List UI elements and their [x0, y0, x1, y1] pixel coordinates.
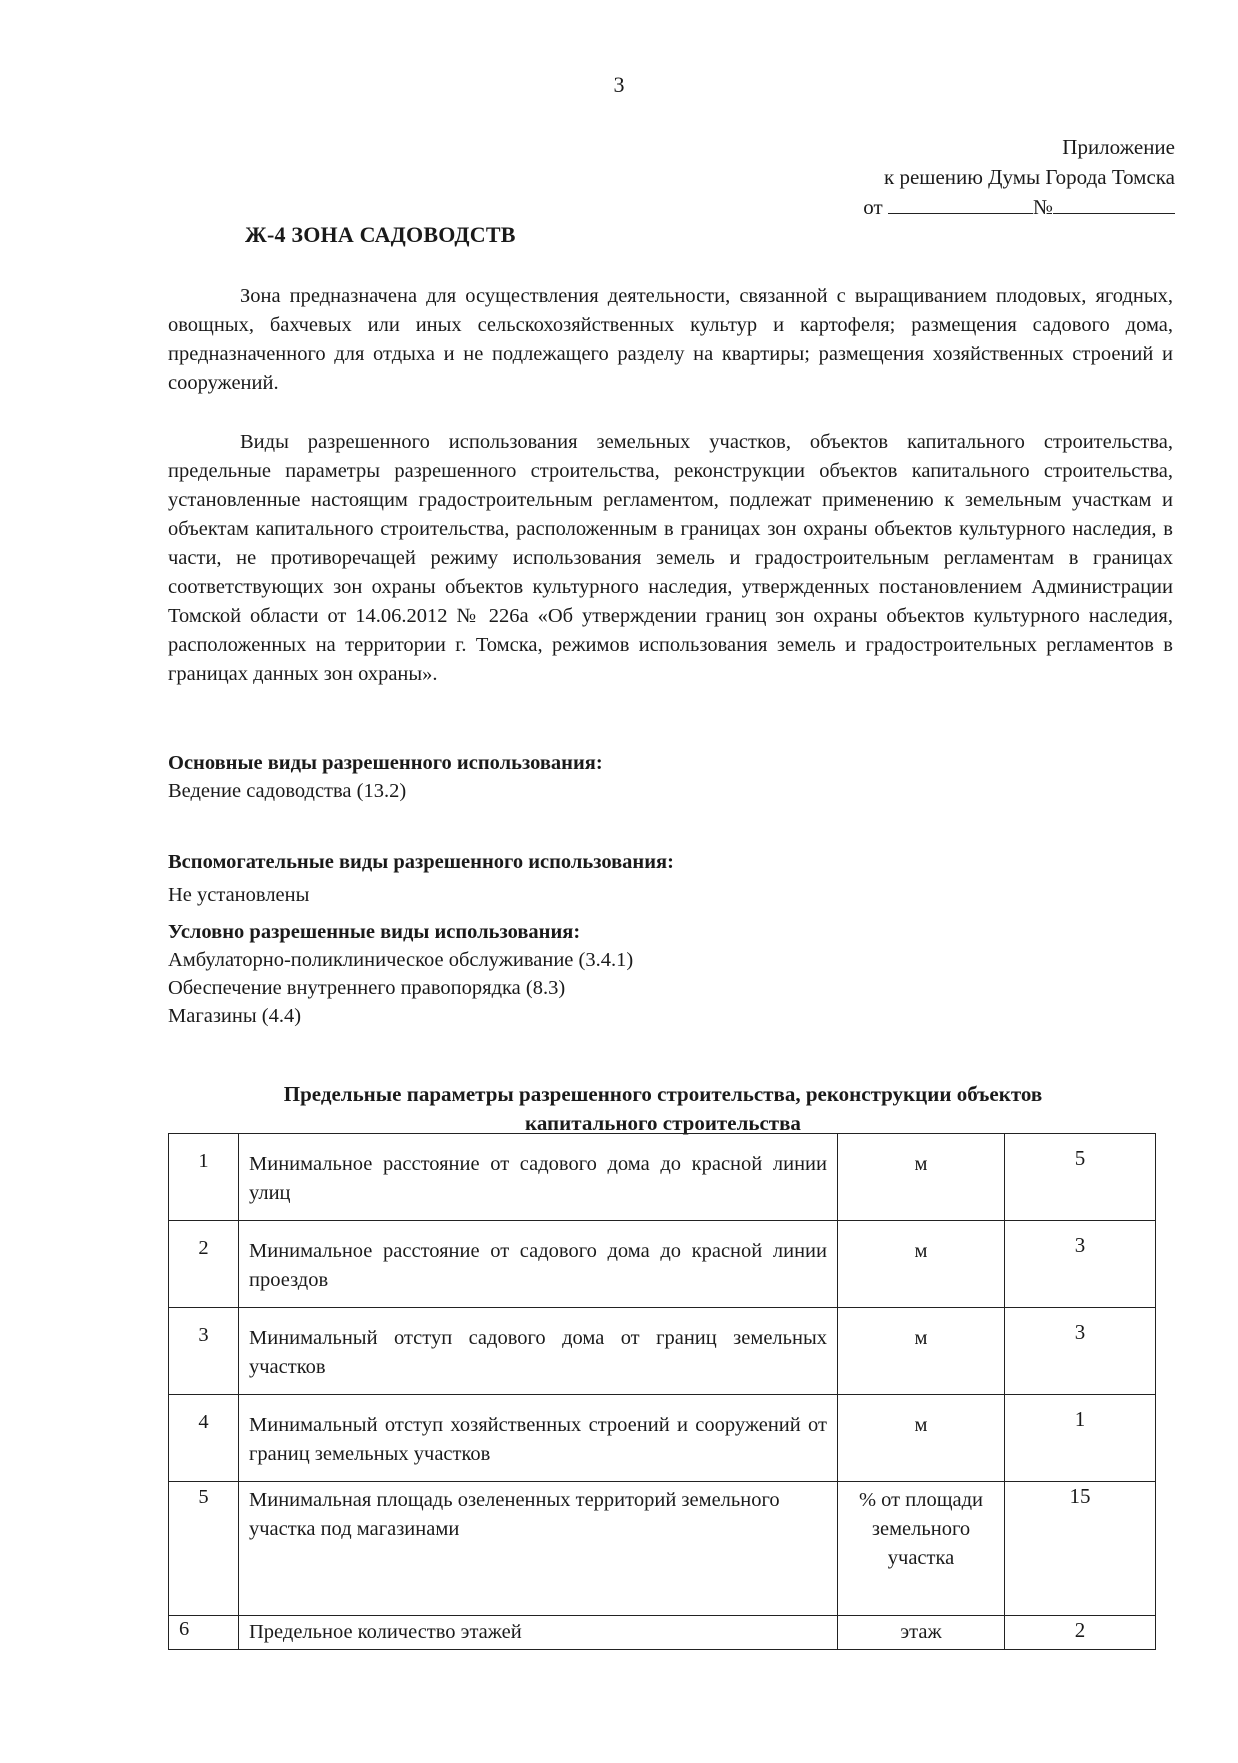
row-value: 15: [1005, 1482, 1156, 1616]
row-number: 6: [169, 1616, 239, 1650]
number-blank: [1053, 193, 1175, 214]
row-value: 3: [1005, 1308, 1156, 1395]
zone-description: Зона предназначена для осуществления деятельности, связанной с выращиванием плодовых, ягодных, овощных, бахчевых или иных сельскохозяйственных культур и картофеля; размещения садового дома, предназначенного для отдыха и не подлежащего разделу на квартиры; размещения хозяйственных строений и сооружений.: [168, 285, 1173, 394]
appendix-header: [863, 132, 1175, 222]
appendix-line-3: [863, 192, 1175, 222]
regulation-paragraph: Виды разрешенного использования земельных участков, объектов капитального строительства, предельные параметры разрешенного строительства, реконструкции объектов капитального строительства, установленные настоящим градостроительным регламентом, подлежат применению к земельным участкам и объектам капитального строительства, расположенным в границах зон охраны объектов культурного наследия, в части, не противоречащей режиму использования земель и градостроительным регламентам в границах соответствующих зон охраны объектов культурного наследия, утвержденных постановлением Администрации Томской области от 14.06.2012 № 226а «Об утверждении границ зон охраны объектов культурного наследия, расположенных на территории г. Томска, режимов использования земель и градостроительных регламентов в границах данных зон охраны».: [168, 431, 1173, 685]
appendix-line-2: к решению Думы Города Томска: [884, 165, 1175, 189]
conditional-use-item: Обеспечение внутреннего правопорядка (8.3): [168, 977, 566, 999]
row-number: 5: [169, 1482, 239, 1616]
auxiliary-use-item: Не установлены: [168, 884, 310, 906]
row-unit: м: [838, 1221, 1005, 1308]
row-unit: % от площади земельного участка: [838, 1482, 1005, 1616]
row-description: Предельное количество этажей: [239, 1616, 838, 1650]
appendix-line-1: Приложение: [1062, 135, 1175, 159]
zone-title: Ж-4 ЗОНА САДОВОДСТВ: [245, 222, 516, 247]
row-description: Минимальное расстояние от садового дома до красной линии улиц: [239, 1134, 838, 1221]
table-title-line-1: Предельные параметры разрешенного строительства, реконструкции объектов: [283, 1082, 1043, 1106]
main-uses-heading: Основные виды разрешенного использования:: [168, 752, 603, 774]
auxiliary-uses-heading: Вспомогательные виды разрешенного использования:: [168, 851, 674, 873]
row-value: 1: [1005, 1395, 1156, 1482]
table-row: [169, 1221, 1156, 1308]
page-number: 3: [613, 72, 625, 97]
row-description: Минимальная площадь озелененных территорий земельного участка под магазинами: [239, 1482, 838, 1616]
row-unit: м: [838, 1134, 1005, 1221]
row-number: 3: [169, 1308, 239, 1395]
row-number: 4: [169, 1395, 239, 1482]
row-unit: м: [838, 1308, 1005, 1395]
parameters-table: [168, 1133, 1156, 1650]
table-row: [169, 1395, 1156, 1482]
row-unit: этаж: [838, 1616, 1005, 1650]
table-title-line-2: капитального строительства: [525, 1111, 801, 1135]
row-number: 1: [169, 1134, 239, 1221]
row-description: Минимальное расстояние от садового дома до красной линии проездов: [239, 1221, 838, 1308]
conditional-uses-heading: Условно разрешенные виды использования:: [168, 921, 581, 943]
row-unit: м: [838, 1395, 1005, 1482]
main-use-item: Ведение садоводства (13.2): [168, 780, 407, 802]
number-label: №: [1032, 195, 1053, 219]
conditional-use-item: Амбулаторно-поликлиническое обслуживание (3.4.1): [168, 949, 634, 971]
row-value: 5: [1005, 1134, 1156, 1221]
row-value: 2: [1005, 1616, 1156, 1650]
table-title: [168, 1080, 1158, 1138]
conditional-use-item: Магазины (4.4): [168, 1005, 302, 1027]
row-number: 2: [169, 1221, 239, 1308]
row-description: Минимальный отступ хозяйственных строений и сооружений от границ земельных участков: [239, 1395, 838, 1482]
from-label: от: [863, 195, 883, 219]
table-row: [169, 1482, 1156, 1616]
table-row: [169, 1616, 1156, 1650]
table-row: [169, 1134, 1156, 1221]
row-description: Минимальный отступ садового дома от границ земельных участков: [239, 1308, 838, 1395]
row-value: 3: [1005, 1221, 1156, 1308]
table-row: [169, 1308, 1156, 1395]
date-blank: [888, 193, 1033, 214]
